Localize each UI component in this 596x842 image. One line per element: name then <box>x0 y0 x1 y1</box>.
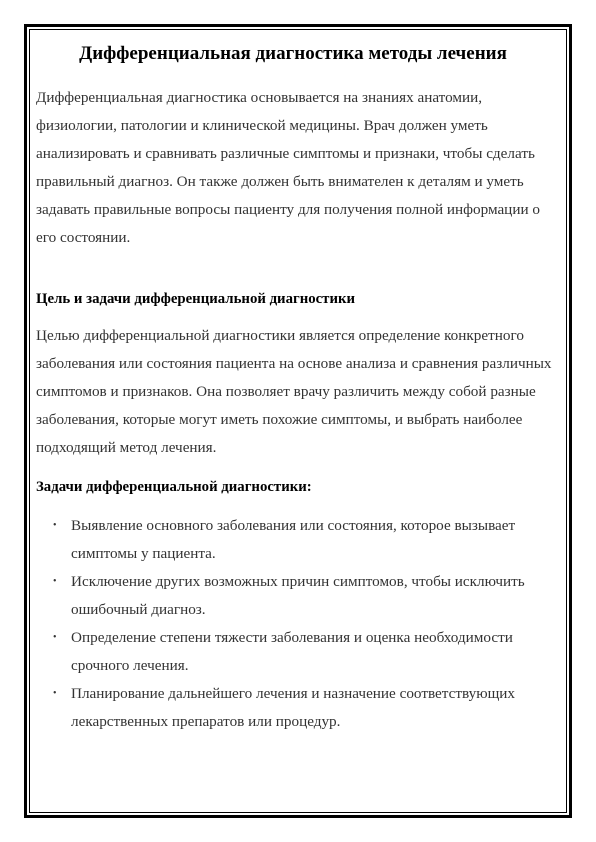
task-text: Определение степени тяжести заболевания и оценка необходимости срочного лечения. <box>71 629 513 674</box>
task-text: Планирование дальнейшего лечения и назначение соответствующих лекарственных препаратов или процедур. <box>71 685 515 730</box>
tasks-heading: Задачи дифференциальной диагностики: <box>36 479 312 495</box>
bullet-icon: • <box>53 688 57 699</box>
list-item <box>36 680 562 736</box>
list-item <box>36 568 562 624</box>
bullet-icon: • <box>53 576 57 587</box>
intro-paragraph: Дифференциальная диагностика основывается на знаниях анатомии, физиологии, патологии и клинической медицины. Врач должен уметь анализировать и сравнивать различные симптомы и признаки, чтобы сделать правильный диагноз. Он также должен быть внимателен к деталям и уметь задавать правильные вопросы пациенту для получения полной информации о его состоянии. <box>36 89 540 246</box>
list-item <box>36 624 562 680</box>
document-title: Дифференциальная диагностика методы лечения <box>79 43 507 64</box>
tasks-list <box>36 512 562 736</box>
list-item <box>36 512 562 568</box>
task-text: Исключение других возможных причин симптомов, чтобы исключить ошибочный диагноз. <box>71 573 525 618</box>
document-content <box>36 40 562 736</box>
bullet-icon: • <box>53 520 57 531</box>
bullet-icon: • <box>53 632 57 643</box>
goal-paragraph: Целью дифференциальной диагностики является определение конкретного заболевания или состояния пациента на основе анализа и сравнения различных симптомов и признаков. Она позволяет врачу различить между собой разные заболевания, которые могут иметь похожие симптомы, и выбрать наиболее подходящий метод лечения. <box>36 327 552 456</box>
goal-heading: Цель и задачи дифференциальной диагностики <box>36 291 356 307</box>
task-text: Выявление основного заболевания или состояния, которое вызывает симптомы у пациента. <box>71 517 516 562</box>
